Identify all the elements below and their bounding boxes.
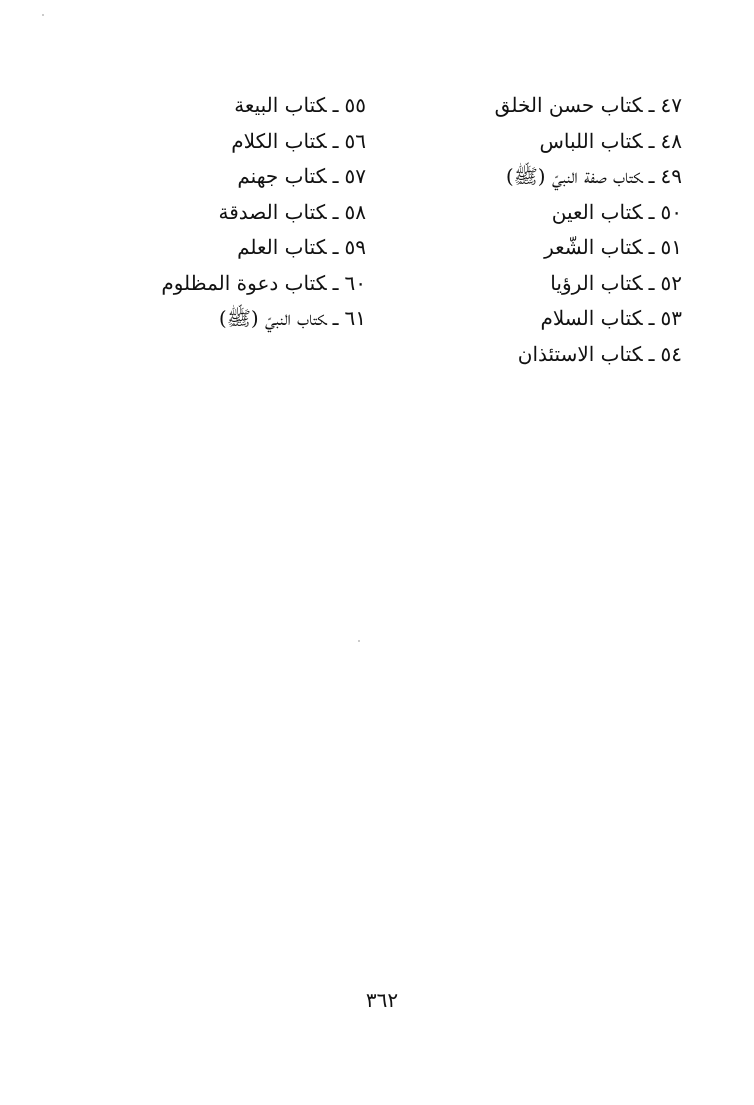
- entry-number: ٦٠: [344, 270, 366, 295]
- contents-column-left: [66, 88, 366, 337]
- entry-title: كتاب الصدقة: [218, 199, 327, 224]
- contents-entry: [382, 266, 682, 302]
- entry-number: ٦١: [344, 306, 366, 330]
- entry-separator: ـ: [648, 164, 655, 188]
- entry-separator: ـ: [648, 341, 655, 366]
- contents-entry: [66, 159, 366, 195]
- entry-number: ٥٨: [344, 199, 366, 224]
- entry-title: كتاب العين: [551, 199, 643, 224]
- entry-separator: ـ: [648, 270, 655, 295]
- entry-number: ٥٩: [344, 235, 366, 259]
- entry-title: كتاب الاستئذان: [517, 341, 643, 366]
- contents-entry: [66, 301, 366, 337]
- entry-title: كتاب النبيّ (ﷺ): [218, 306, 327, 330]
- entry-number: ٥١: [660, 235, 682, 259]
- entry-separator: ـ: [332, 93, 339, 117]
- contents-entry: [382, 124, 682, 160]
- entry-number: ٤٩: [660, 164, 682, 188]
- entry-title: كتاب جهنم: [237, 164, 327, 188]
- entry-title: كتاب العلم: [237, 235, 327, 259]
- contents-column-right: [382, 88, 682, 372]
- entry-number: ٥٣: [660, 306, 682, 330]
- entry-separator: ـ: [648, 128, 655, 153]
- entry-title: كتاب الرؤيا: [550, 270, 643, 295]
- entry-number: ٤٨: [660, 128, 682, 153]
- entry-separator: ـ: [648, 93, 655, 117]
- entry-title: كتاب البيعة: [234, 93, 327, 117]
- entry-separator: ـ: [648, 235, 655, 259]
- entry-separator: ـ: [332, 164, 339, 188]
- entry-separator: ـ: [332, 270, 339, 295]
- entry-title: كتاب دعوة المظلوم: [161, 270, 327, 295]
- entry-separator: ـ: [648, 199, 655, 224]
- contents-entry: [66, 266, 366, 302]
- entry-title: كتاب الكلام: [231, 128, 327, 153]
- entry-number: ٥٦: [344, 128, 366, 153]
- contents-entry: [382, 337, 682, 373]
- contents-entry: [66, 124, 366, 160]
- contents-entry: [382, 195, 682, 231]
- contents-entry: [382, 301, 682, 337]
- entry-number: ٥٧: [344, 164, 366, 188]
- entry-number: ٥٥: [344, 93, 366, 117]
- entry-title: كتاب حسن الخلق: [494, 93, 643, 117]
- page-number: ٣٦٢: [365, 988, 399, 1012]
- entry-separator: ـ: [332, 199, 339, 224]
- scan-speck: [358, 640, 360, 642]
- entry-title: كتاب الشّعر: [544, 235, 643, 259]
- entry-separator: ـ: [332, 235, 339, 259]
- entry-separator: ـ: [332, 306, 339, 330]
- contents-entry: [382, 159, 682, 195]
- entry-separator: ـ: [648, 306, 655, 330]
- contents-entry: [66, 88, 366, 124]
- scan-speck: [42, 14, 44, 16]
- entry-number: ٥٢: [660, 270, 682, 295]
- entry-number: ٥٤: [660, 341, 682, 366]
- entry-title: كتاب اللباس: [539, 128, 643, 153]
- entry-number: ٥٠: [660, 199, 682, 224]
- entry-separator: ـ: [332, 128, 339, 153]
- entry-number: ٤٧: [660, 93, 682, 117]
- contents-entry: [382, 88, 682, 124]
- contents-entry: [382, 230, 682, 266]
- entry-title: كتاب صفة النبيّ (ﷺ): [505, 164, 643, 188]
- contents-entry: [66, 230, 366, 266]
- contents-entry: [66, 195, 366, 231]
- entry-title: كتاب السلام: [540, 306, 643, 330]
